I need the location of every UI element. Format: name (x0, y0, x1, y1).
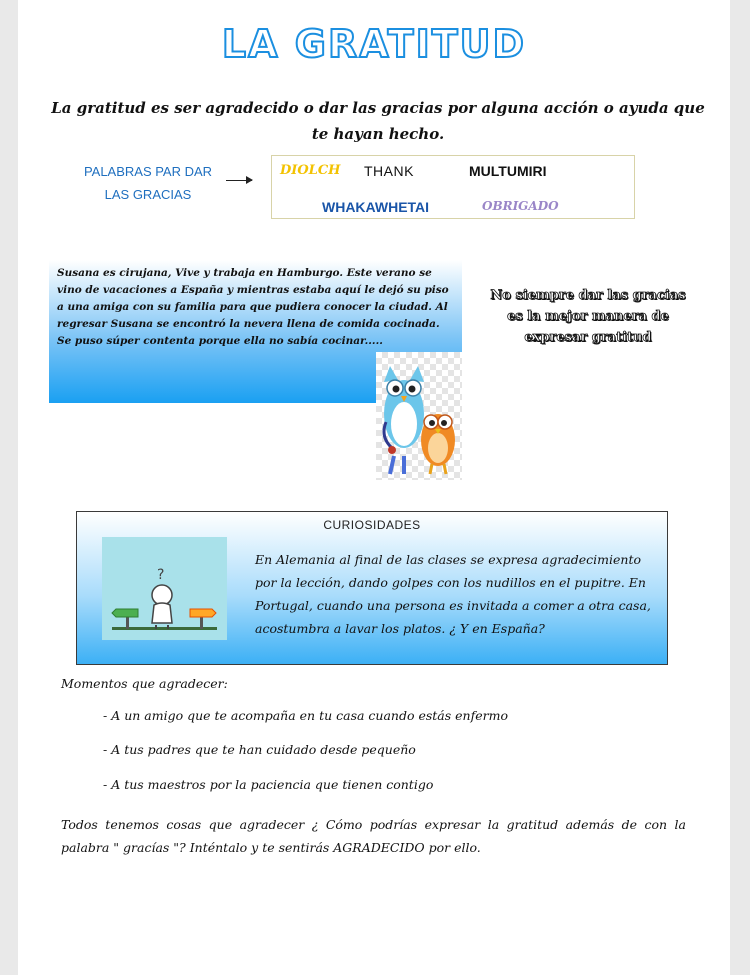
signpost-figure-image (102, 537, 227, 640)
word-whakawhetai: WHAKAWHETAI (322, 199, 430, 215)
word-thank: THANK (364, 163, 414, 179)
closing-text: Todos tenemos cosas que agradecer ¿ Cómo podrías expresar la gratitud además de con la palabra " gracías "? Inténtalo y te sentirás AGRADECIDO por ello. (61, 817, 686, 855)
page (18, 0, 730, 975)
curiosities-title: CURIOSIDADES (323, 518, 421, 532)
words-label: PALABRAS PAR DAR LAS GRACIAS (83, 164, 213, 202)
curiosities-text: En Alemania al final de las clases se expresa agradecimiento por la lección, dando golpes con los nudillos en el pupitre. En Portugal, cuando una persona es invitada a comer a otra casa, acostumbra a lavar los platos. ¿ Y en España? (255, 552, 651, 636)
svg-text:?: ? (157, 567, 165, 583)
story-text: Susana es cirujana, Vive y trabaja en Hamburgo. Este verano se vino de vacaciones a España y mientras estaba aquí le dejó su piso a una amiga con su familia para que pudiera conocer la ciudad. Al regresar Susana se encontró la nevera llena de comida cocinada. Se puso súper contenta porque ella no sabía cocinar..... (57, 267, 449, 347)
curiosities-box (76, 511, 668, 665)
thanks-words-box (271, 155, 635, 219)
arrow-right-icon (226, 180, 252, 181)
owls-image (376, 352, 462, 480)
word-obrigado: OBRIGADO (482, 199, 559, 213)
intro-text: La gratitud es ser agradecido o dar las gracias por alguna acción o ayuda que te hayan hecho. (51, 99, 705, 143)
word-diolch: DIOLCH (280, 163, 341, 178)
word-multumiri: MULTUMIRI (469, 163, 547, 179)
side-note: No siempre dar las gracias es la mejor manera de expresar gratitud (490, 288, 686, 345)
page-title: LA GRATITUD (221, 22, 527, 66)
moments-heading: Momentos que agradecer: (61, 676, 228, 691)
list-item: - A tus padres que te han cuidado desde pequeño (103, 742, 416, 757)
list-item: - A tus maestros por la paciencia que tienen contigo (103, 777, 434, 792)
list-item: - A un amigo que te acompaña en tu casa cuando estás enfermo (103, 708, 508, 723)
